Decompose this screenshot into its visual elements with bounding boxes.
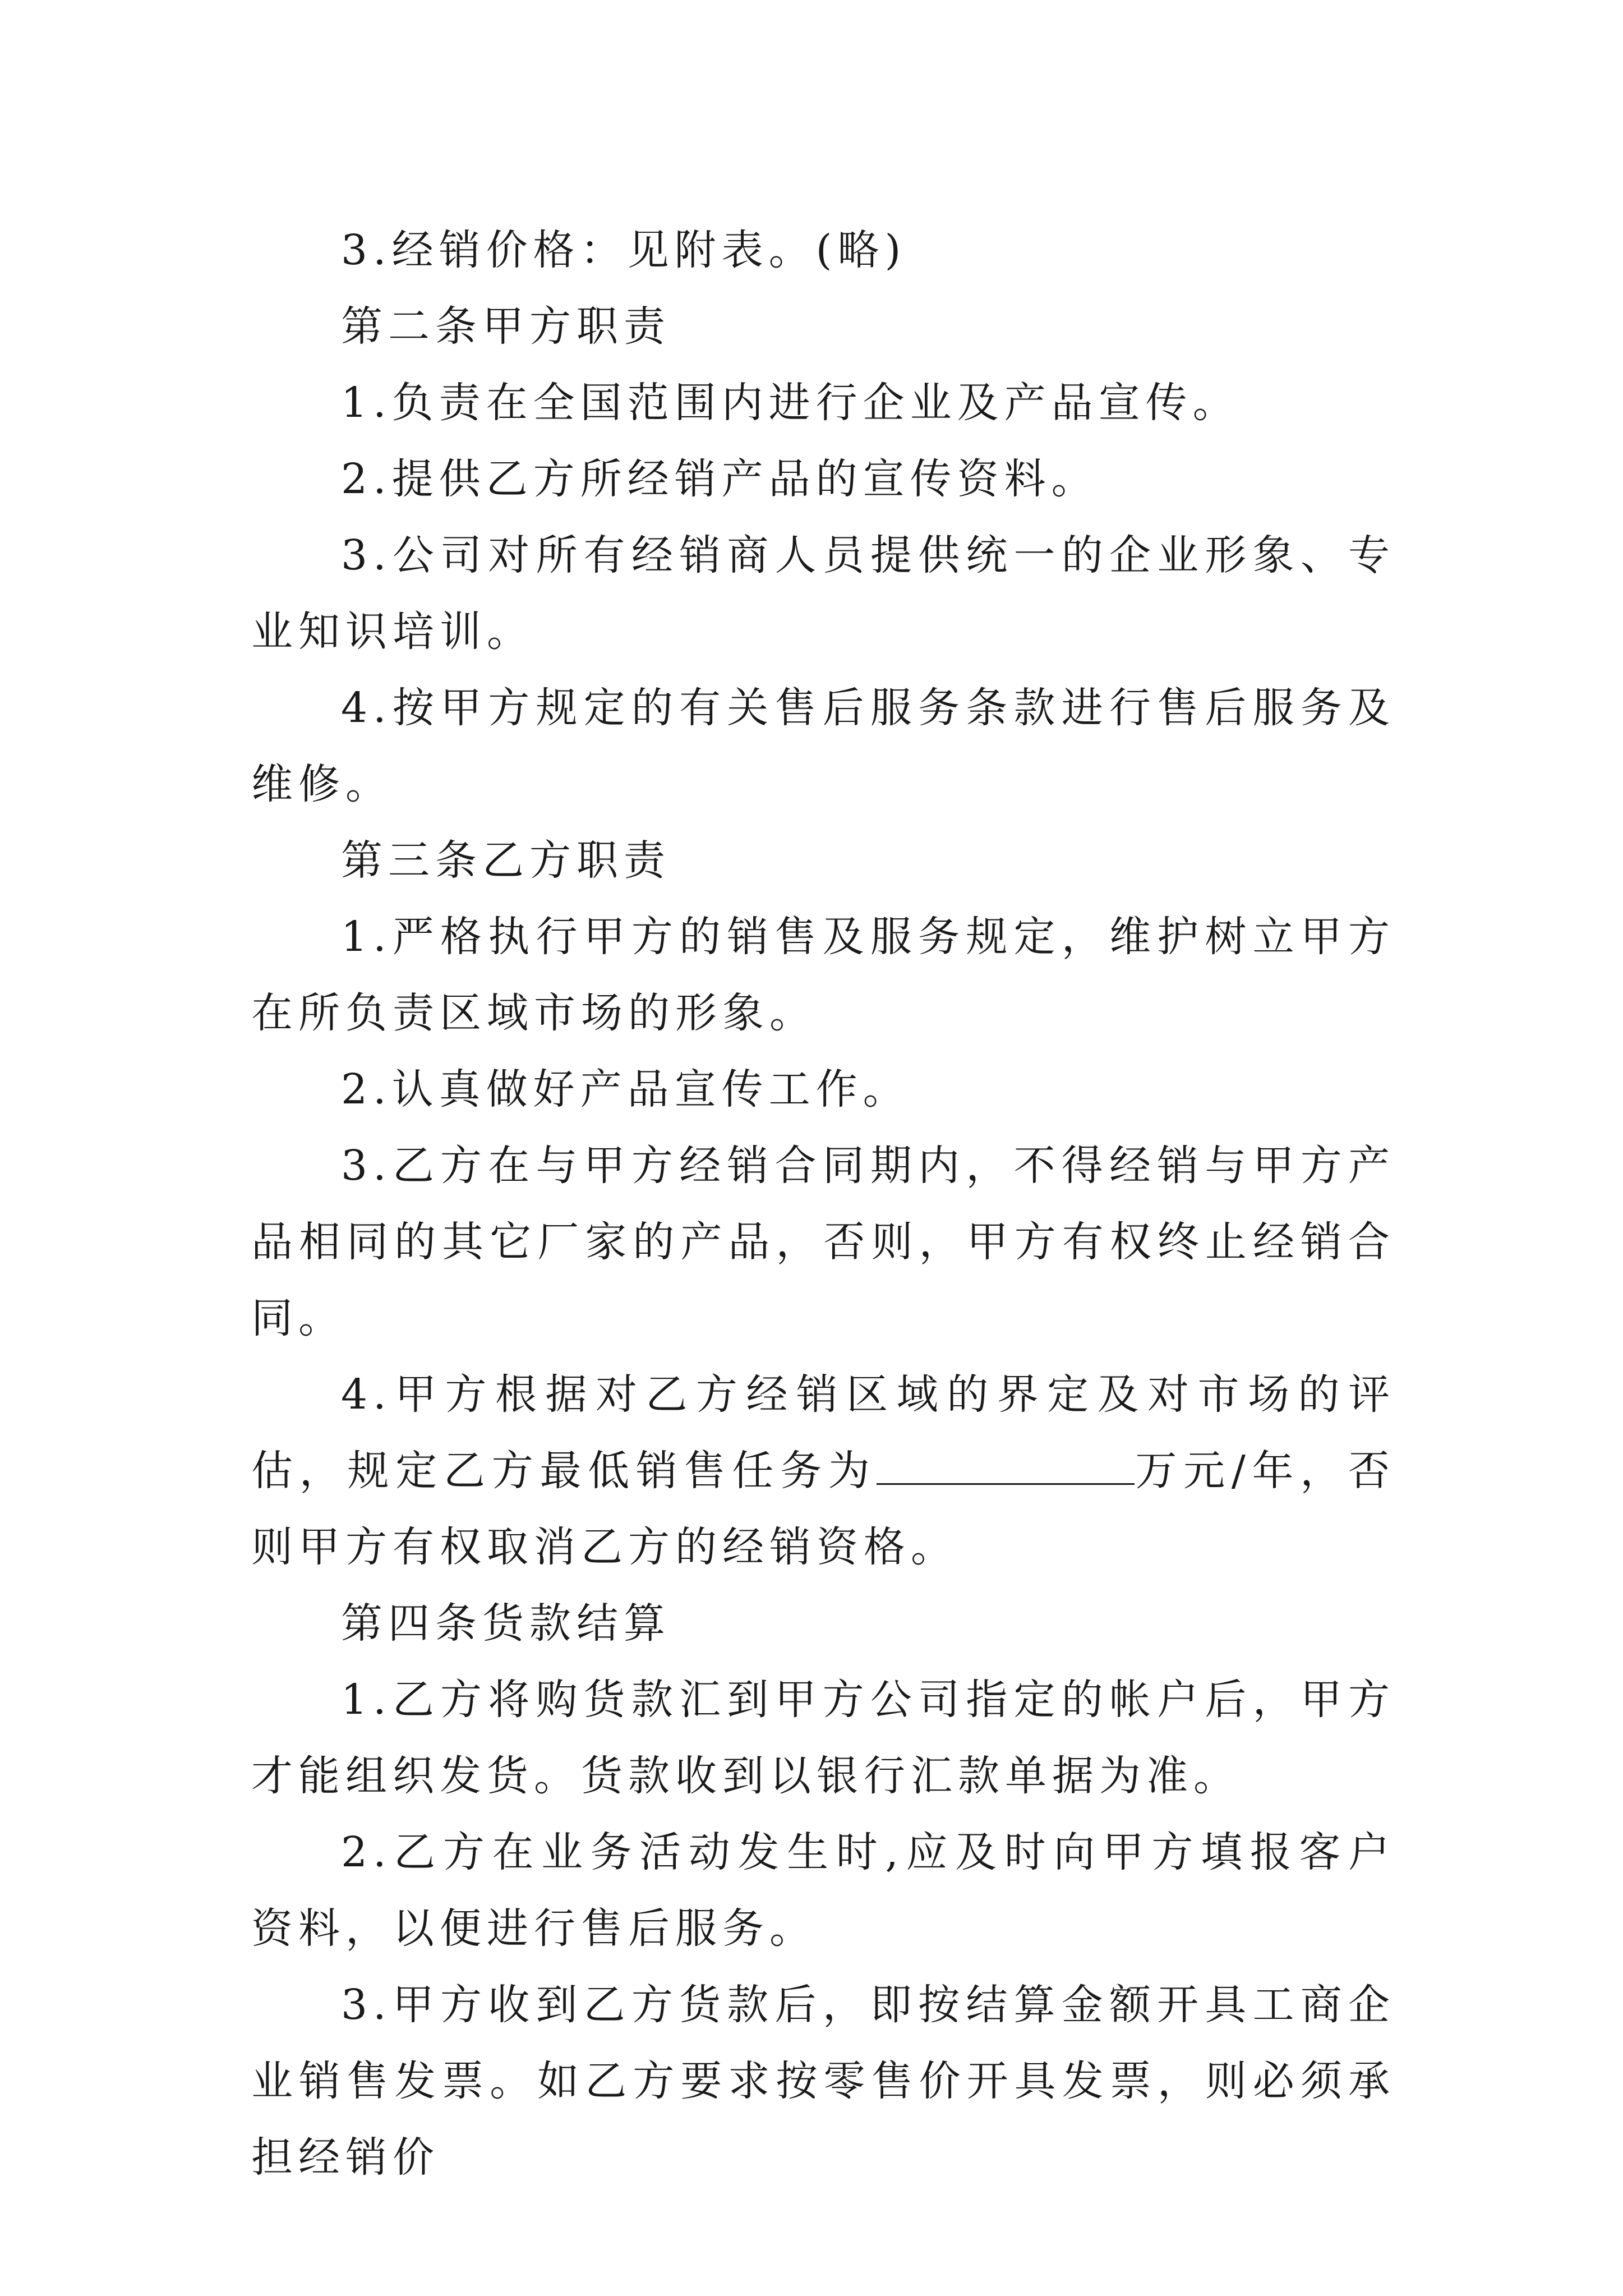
paragraph: 2.乙方在业务活动发生时,应及时向甲方填报客户资料，以便进行售后服务。 <box>251 1828 1395 1953</box>
section-heading: 第三条乙方职责 <box>341 836 671 885</box>
section-heading: 第四条货款结算 <box>341 1599 671 1648</box>
paragraph: 2.提供乙方所经销产品的宣传资料。 <box>341 455 1099 503</box>
document-body <box>251 212 1395 2196</box>
paragraph: 2.认真做好产品宣传工作。 <box>341 1065 910 1114</box>
paragraph: 3.乙方在与甲方经销合同期内，不得经销与甲方产品相同的其它厂家的产品，否则，甲方有权终止经销合同。 <box>251 1142 1395 1342</box>
paragraph: 1.乙方将购货款汇到甲方公司指定的帐户后，甲方才能组织发货。货款收到以银行汇款单据为准。 <box>251 1676 1395 1800</box>
paragraph: 4.按甲方规定的有关售后服务条款进行售后服务及维修。 <box>251 684 1395 808</box>
paragraph: 1.严格执行甲方的销售及服务规定，维护树立甲方在所负责区域市场的形象。 <box>251 913 1395 1037</box>
paragraph: 3.公司对所有经销商人员提供统一的企业形象、专业知识培训。 <box>251 531 1395 656</box>
quota-blank-field <box>877 1450 1135 1485</box>
paragraph: 3.甲方收到乙方货款后，即按结算金额开具工商企业销售发票。如乙方要求按零售价开具发票，则必须承担经销价 <box>251 1981 1395 2182</box>
quota-text-before: 4.甲方根据对乙方经销区域的界定及对市场的评估，规定乙方最低销售任务为 <box>251 1370 1395 1495</box>
section-heading: 第二条甲方职责 <box>341 302 671 351</box>
paragraph: 1.负责在全国范围内进行企业及产品宣传。 <box>341 379 1240 427</box>
paragraph: 3.经销价格：见附表。(略) <box>341 226 907 274</box>
quota-paragraph <box>251 1356 1395 1585</box>
quota-text-after: 万元/年，否则甲方有权取消乙方的经销资格。 <box>251 1447 1395 1571</box>
